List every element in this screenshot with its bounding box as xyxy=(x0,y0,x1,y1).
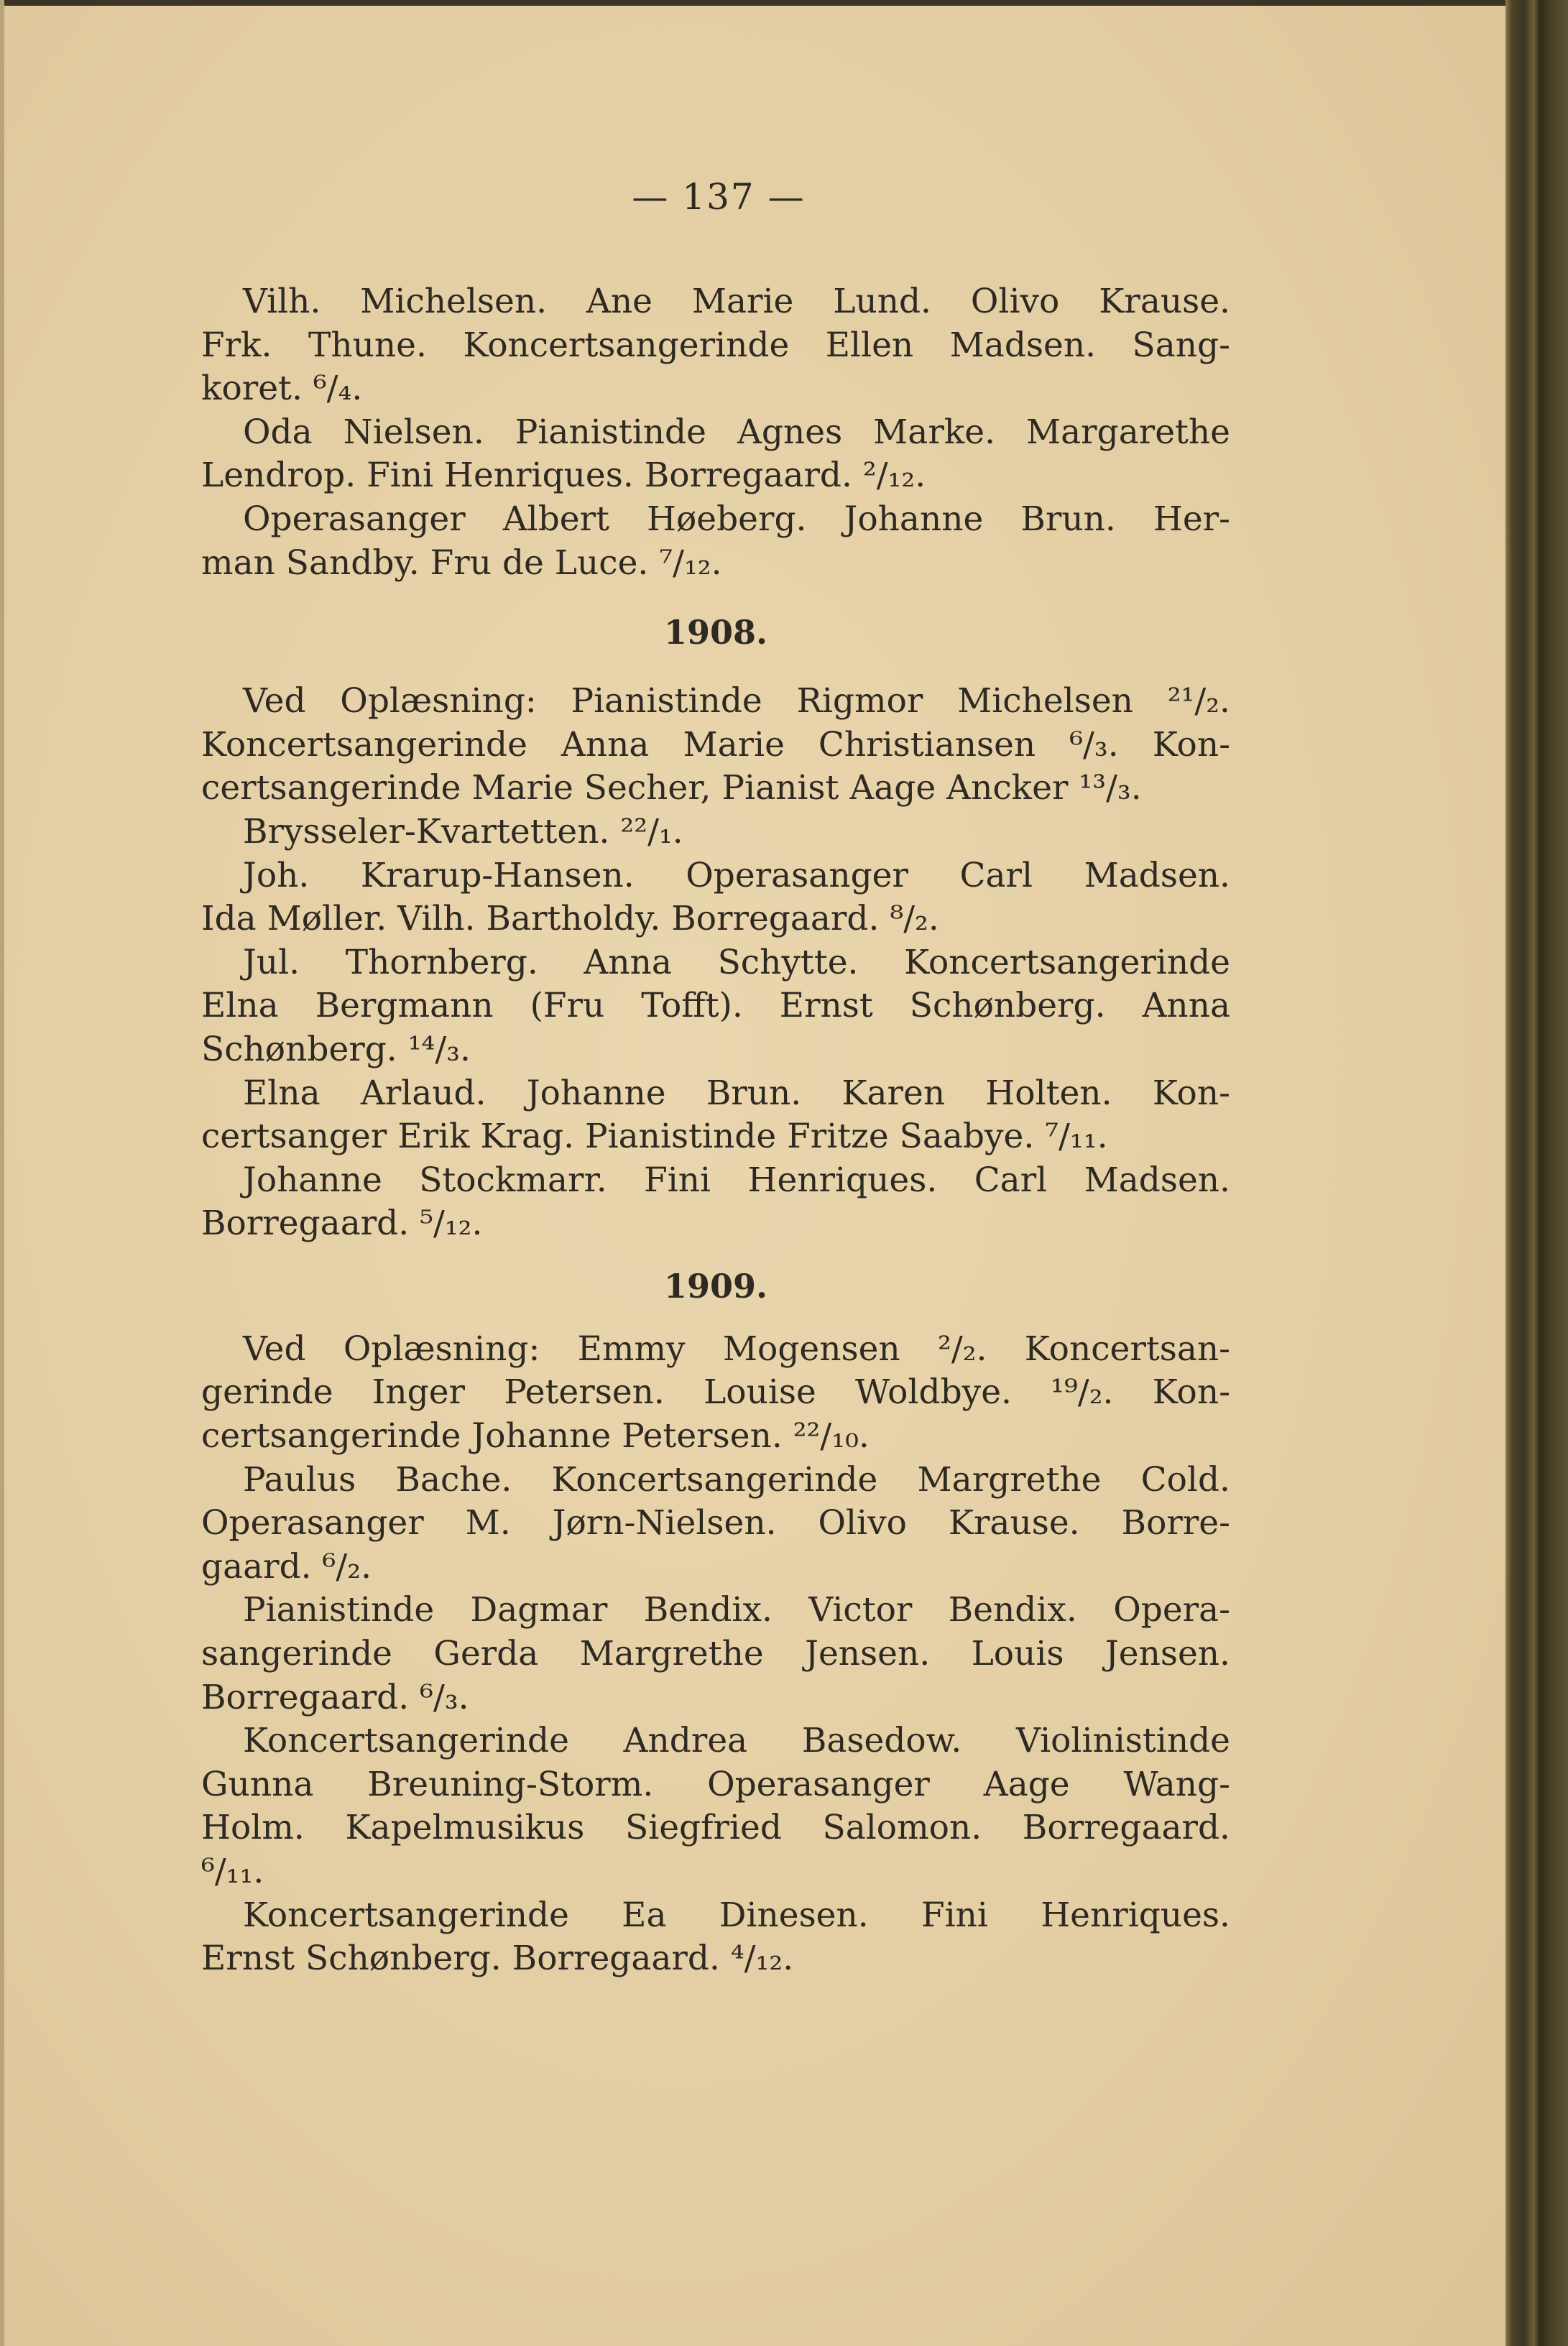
text-line: Vilh. Michelsen. Ane Marie Lund. Olivo Krause. xyxy=(243,282,1230,321)
text-line: Gunna Breuning-Storm. Operasanger Aage Wang- xyxy=(201,1764,1230,1804)
text-line: Operasanger M. Jørn-Nielsen. Olivo Krause. Borre- xyxy=(201,1503,1230,1543)
year-heading: 1908. xyxy=(663,613,768,652)
book-binding-edge xyxy=(1505,0,1568,2346)
page-left-edge xyxy=(0,0,4,2346)
text-line: Frk. Thune. Koncertsangerinde Ellen Madsen. Sang- xyxy=(201,325,1230,365)
paragraph xyxy=(201,1159,1230,1246)
text-line: Koncertsangerinde Ea Dinesen. Fini Henriques. xyxy=(243,1895,1230,1935)
text-line: Elna Bergmann (Fru Tofft). Ernst Schønberg. Anna xyxy=(201,986,1230,1026)
text-column xyxy=(201,280,1230,1981)
text-line: certsanger Erik Krag. Pianistinde Fritze Saabye. ⁷/₁₁. xyxy=(201,1117,1108,1157)
paragraph xyxy=(201,1894,1230,1981)
text-line: Koncertsangerinde Anna Marie Christiansen ⁶/₃. Kon- xyxy=(201,724,1230,765)
paragraph xyxy=(201,1072,1230,1159)
text-line: koret. ⁶/₄. xyxy=(201,369,363,409)
text-line: sangerinde Gerda Margrethe Jensen. Louis Jensen. xyxy=(201,1634,1230,1674)
paragraph xyxy=(201,811,1230,854)
text-line: Lendrop. Fini Henriques. Borregaard. ²/₁₂. xyxy=(201,456,926,496)
text-line: Joh. Krarup-Hansen. Operasanger Carl Madsen. xyxy=(243,855,1230,895)
paragraph xyxy=(201,941,1230,1072)
text-line: man Sandby. Fru de Luce. ⁷/₁₂. xyxy=(201,542,722,583)
paragraph xyxy=(201,680,1230,811)
text-line: Koncertsangerinde Andrea Basedow. Violinistinde xyxy=(243,1721,1230,1761)
text-line: ⁶/₁₁. xyxy=(201,1852,264,1891)
text-line: Borregaard. ⁶/₃. xyxy=(201,1677,469,1717)
paragraph xyxy=(201,498,1230,585)
paragraph xyxy=(201,854,1230,941)
paragraph xyxy=(201,411,1230,498)
text-line: Borregaard. ⁵/₁₂. xyxy=(201,1204,483,1244)
page-number: — 137 — xyxy=(632,176,806,218)
text-line: Ved Oplæsning: Emmy Mogensen ²/₂. Koncertsan- xyxy=(243,1329,1230,1369)
text-line: Ernst Schønberg. Borregaard. ⁴/₁₂. xyxy=(201,1939,794,1979)
text-line: Ida Møller. Vilh. Bartholdy. Borregaard. ⁸/₂. xyxy=(201,899,939,939)
year-heading: 1909. xyxy=(663,1266,768,1306)
text-line: gerinde Inger Petersen. Louise Woldbye. ¹⁹/₂. Kon- xyxy=(201,1372,1230,1413)
paragraph xyxy=(201,1719,1230,1893)
text-line: Oda Nielsen. Pianistinde Agnes Marke. Margarethe xyxy=(243,412,1230,452)
text-line: Brysseler-Kvartetten. ²²/₁. xyxy=(243,811,683,851)
scan-top-edge xyxy=(0,0,1505,6)
text-line: Johanne Stockmarr. Fini Henriques. Carl Madsen. xyxy=(243,1160,1230,1200)
text-line: Paulus Bache. Koncertsangerinde Margrethe Cold. xyxy=(243,1459,1230,1500)
text-line: Schønberg. ¹⁴/₃. xyxy=(201,1029,471,1069)
text-line: Jul. Thornberg. Anna Schytte. Koncertsangerinde xyxy=(243,942,1230,982)
text-line: Holm. Kapelmusikus Siegfried Salomon. Borregaard. xyxy=(201,1808,1230,1848)
text-line: Pianistinde Dagmar Bendix. Victor Bendix. Opera- xyxy=(243,1590,1230,1630)
text-line: gaard. ⁶/₂. xyxy=(201,1546,372,1587)
text-line: Elna Arlaud. Johanne Brun. Karen Holten. Kon- xyxy=(243,1073,1230,1113)
text-line: certsangerinde Johanne Petersen. ²²/₁₀. xyxy=(201,1416,870,1456)
text-line: Operasanger Albert Høeberg. Johanne Brun. Her- xyxy=(243,499,1230,539)
text-line: Ved Oplæsning: Pianistinde Rigmor Michelsen ²¹/₂. xyxy=(243,681,1230,721)
paragraph xyxy=(201,280,1230,411)
paragraph xyxy=(201,1459,1230,1589)
paragraph xyxy=(201,1328,1230,1459)
paragraph xyxy=(201,1589,1230,1719)
text-line: certsangerinde Marie Secher, Pianist Aage Ancker ¹³/₃. xyxy=(201,768,1142,808)
